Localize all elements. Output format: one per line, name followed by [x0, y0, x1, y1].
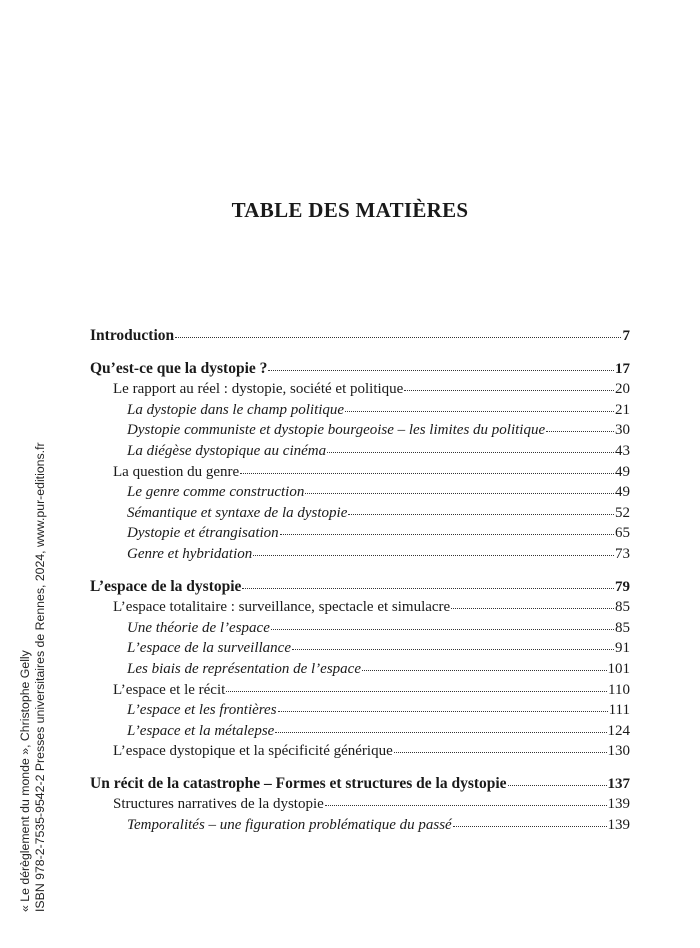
toc-entry-page: 85	[615, 599, 630, 616]
toc-entry-page: 49	[615, 484, 630, 501]
toc-entry-page: 21	[615, 401, 630, 418]
toc-entry-page: 43	[615, 442, 630, 459]
copyright-line-isbn: ISBN 978-2-7535-9542-2 Presses universitaires de Rennes, 2024, www.pur-editions.fr	[33, 442, 47, 912]
dot-leader	[546, 431, 614, 432]
toc-entry-page: 124	[607, 722, 630, 739]
page-title: TABLE DES MATIÈRES	[231, 198, 469, 222]
dot-leader	[292, 649, 614, 650]
toc-entry-label: L’espace et le récit	[113, 681, 226, 698]
toc-entry-label: La diégèse dystopique au cinéma	[127, 442, 327, 459]
toc-entry-part-1	[90, 359, 630, 380]
toc-entry-page: 139	[607, 796, 630, 813]
dot-leader	[278, 711, 608, 712]
toc-entry-page: 17	[615, 360, 630, 377]
toc-entry-chapter	[90, 597, 630, 618]
toc-entry-label: La dystopie dans le champ politique	[127, 401, 345, 418]
toc-entry-page: 110	[608, 681, 630, 698]
toc-entry-label: L’espace de la surveillance	[127, 640, 291, 657]
dot-leader	[345, 411, 614, 412]
toc-entry-section	[90, 441, 630, 462]
dot-leader	[271, 629, 614, 630]
toc-entry-label: Introduction	[90, 327, 175, 344]
dot-leader	[362, 670, 607, 671]
toc-entry-section	[90, 618, 630, 639]
toc-entry-label: Sémantique et syntaxe de la dystopie	[127, 504, 348, 521]
dot-leader	[175, 337, 621, 338]
toc-entry-page: 7	[622, 328, 630, 344]
toc-entry-chapter	[90, 741, 630, 762]
toc-entry-section	[90, 544, 630, 565]
toc-entry-chapter	[90, 379, 630, 400]
toc-entry-page: 130	[607, 743, 630, 760]
toc-entry-section	[90, 400, 630, 421]
dot-leader	[348, 514, 614, 515]
dot-leader	[226, 691, 607, 692]
toc-entry-section	[90, 659, 630, 680]
toc-entry-page: 139	[607, 817, 630, 834]
toc-entry-label: Dystopie communiste et dystopie bourgeoise – les limites du politique	[127, 422, 546, 439]
toc-entry-section	[90, 420, 630, 441]
table-of-contents	[90, 326, 630, 836]
toc-entry-section	[90, 482, 630, 503]
toc-entry-label: Un récit de la catastrophe – Formes et structures de la dystopie	[90, 774, 507, 792]
toc-entry-label: Qu’est-ce que la dystopie ?	[90, 359, 268, 377]
toc-entry-chapter	[90, 462, 630, 483]
dot-leader	[240, 473, 614, 474]
toc-entry-page: 137	[607, 775, 630, 792]
toc-entry-label: Une théorie de l’espace	[127, 619, 270, 636]
toc-entry-section	[90, 638, 630, 659]
toc-entry-page: 101	[607, 660, 630, 677]
toc-entry-label: L’espace dystopique et la spécificité générique	[113, 743, 393, 760]
dot-leader	[327, 452, 614, 453]
dot-leader	[275, 732, 606, 733]
toc-entry-part-2	[90, 577, 630, 598]
dot-leader	[253, 555, 614, 556]
toc-entry-label: Dystopie et étrangisation	[127, 525, 279, 542]
toc-entry-chapter	[90, 794, 630, 815]
copyright-line-title: « Le dérèglement du monde », Christophe Gelly	[18, 650, 32, 912]
dot-leader	[508, 785, 607, 786]
toc-entry-introduction	[90, 326, 630, 347]
toc-entry-label: Genre et hybridation	[127, 545, 253, 562]
dot-leader	[394, 752, 607, 753]
toc-entry-page: 52	[615, 504, 630, 521]
toc-entry-page: 49	[615, 463, 630, 480]
toc-entry-page: 30	[615, 422, 630, 439]
toc-entry-label: Les biais de représentation de l’espace	[127, 660, 361, 677]
toc-entry-page: 111	[608, 702, 630, 719]
toc-entry-label: Structures narratives de la dystopie	[113, 796, 324, 813]
toc-entry-page: 79	[615, 578, 630, 595]
dot-leader	[325, 805, 607, 806]
dot-leader	[242, 588, 614, 589]
toc-entry-label: Le rapport au réel : dystopie, société et politique	[113, 381, 404, 398]
dot-leader	[453, 826, 607, 827]
dot-leader	[268, 370, 614, 371]
dot-leader	[280, 534, 614, 535]
dot-leader	[305, 493, 614, 494]
toc-entry-part-3	[90, 774, 630, 795]
copyright-sidebar	[18, 442, 48, 912]
toc-entry-page: 73	[615, 545, 630, 562]
toc-entry-label: L’espace totalitaire : surveillance, spectacle et simulacre	[113, 599, 451, 616]
toc-entry-page: 65	[615, 525, 630, 542]
toc-entry-section	[90, 721, 630, 742]
toc-entry-section	[90, 523, 630, 544]
toc-entry-page: 91	[615, 640, 630, 657]
toc-entry-section	[90, 503, 630, 524]
toc-entry-label: L’espace et la métalepse	[127, 722, 275, 739]
toc-entry-section	[90, 815, 630, 836]
dot-leader	[451, 608, 614, 609]
toc-entry-page: 20	[615, 381, 630, 398]
toc-entry-label: L’espace et les frontières	[127, 702, 277, 719]
toc-entry-chapter	[90, 680, 630, 701]
toc-entry-label: L’espace de la dystopie	[90, 577, 242, 595]
toc-entry-label: Le genre comme construction	[127, 484, 305, 501]
toc-entry-section	[90, 700, 630, 721]
toc-entry-label: La question du genre	[113, 463, 240, 480]
toc-entry-page: 85	[615, 619, 630, 636]
dot-leader	[404, 390, 614, 391]
toc-entry-label: Temporalités – une figuration problématique du passé	[127, 817, 452, 834]
